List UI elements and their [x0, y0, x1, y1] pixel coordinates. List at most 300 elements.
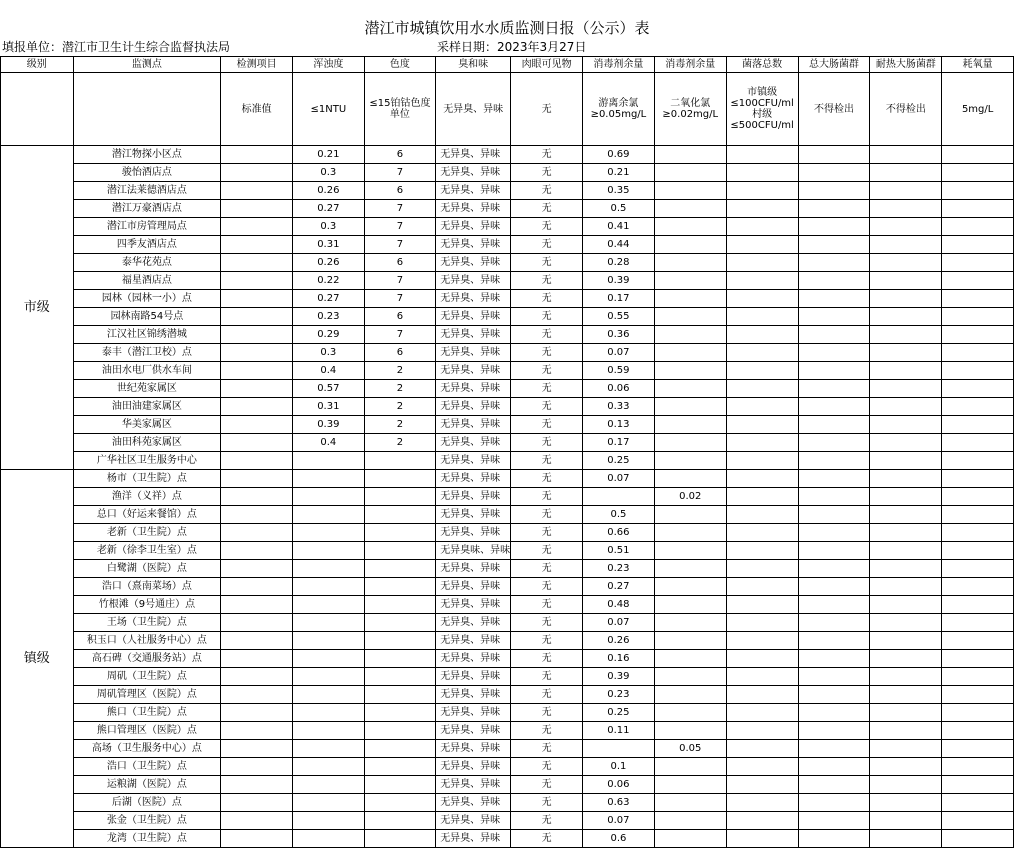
odor-cell: 无异臭、异味	[436, 830, 511, 848]
color-cell	[364, 560, 436, 578]
column-header: 消毒剂余量	[654, 57, 726, 73]
site-cell: 浩口（卫生院）点	[73, 758, 221, 776]
color-cell	[364, 758, 436, 776]
test-item-cell	[221, 380, 293, 398]
empty-cell	[798, 722, 870, 740]
test-item-cell	[221, 758, 293, 776]
table-row	[1, 758, 1014, 776]
free-chlorine-cell: 0.51	[582, 542, 654, 560]
free-chlorine-cell: 0.41	[582, 218, 654, 236]
turbidity-cell: 0.22	[293, 272, 365, 290]
empty-cell	[942, 542, 1014, 560]
visible-matter-cell: 无	[511, 470, 583, 488]
turbidity-cell: 0.21	[293, 146, 365, 164]
empty-cell	[942, 776, 1014, 794]
empty-cell	[798, 776, 870, 794]
empty-cell	[942, 596, 1014, 614]
turbidity-cell: 0.3	[293, 344, 365, 362]
report-title: 潜江市城镇饮用水水质监测日报（公示）表	[364, 19, 650, 37]
empty-cell	[942, 794, 1014, 812]
table-row	[1, 740, 1014, 758]
turbidity-cell: 0.26	[293, 182, 365, 200]
test-item-cell	[221, 740, 293, 758]
empty-cell	[870, 614, 942, 632]
site-cell: 老新（徐李卫生室）点	[73, 542, 221, 560]
site-cell: 周矶（卫生院）点	[73, 668, 221, 686]
chlorine-dioxide-cell	[654, 380, 726, 398]
turbidity-cell	[293, 488, 365, 506]
test-item-cell	[221, 524, 293, 542]
level-cell: 市级	[1, 146, 74, 470]
free-chlorine-cell: 0.06	[582, 380, 654, 398]
odor-cell: 无异臭、异味	[436, 308, 511, 326]
site-cell: 油田油建家属区	[73, 398, 221, 416]
free-chlorine-cell: 0.39	[582, 272, 654, 290]
column-header: 肉眼可见物	[511, 57, 583, 73]
table-row	[1, 506, 1014, 524]
chlorine-dioxide-cell	[654, 272, 726, 290]
empty-cell	[870, 776, 942, 794]
empty-cell	[870, 290, 942, 308]
empty-cell	[870, 722, 942, 740]
chlorine-dioxide-cell	[654, 416, 726, 434]
table-row	[1, 272, 1014, 290]
site-cell: 园林（园林一小）点	[73, 290, 221, 308]
test-item-cell	[221, 272, 293, 290]
visible-matter-cell: 无	[511, 686, 583, 704]
empty-cell	[798, 506, 870, 524]
test-item-cell	[221, 704, 293, 722]
column-header: 菌落总数	[726, 57, 798, 73]
column-header: 色度	[364, 57, 436, 73]
empty-cell	[942, 434, 1014, 452]
column-header: 消毒剂余量	[582, 57, 654, 73]
turbidity-cell	[293, 686, 365, 704]
empty-cell	[798, 578, 870, 596]
table-row	[1, 686, 1014, 704]
empty-cell	[726, 146, 798, 164]
turbidity-cell: 0.27	[293, 290, 365, 308]
empty-cell	[942, 326, 1014, 344]
visible-matter-cell: 无	[511, 542, 583, 560]
empty-cell	[870, 200, 942, 218]
turbidity-cell	[293, 776, 365, 794]
test-item-cell	[221, 362, 293, 380]
color-cell: 2	[364, 416, 436, 434]
column-header: 总大肠菌群	[798, 57, 870, 73]
standard-value: 不得检出	[798, 73, 870, 146]
test-item-cell	[221, 146, 293, 164]
turbidity-cell: 0.4	[293, 434, 365, 452]
empty-cell	[942, 362, 1014, 380]
empty-cell	[726, 650, 798, 668]
empty-cell	[798, 488, 870, 506]
color-cell: 2	[364, 362, 436, 380]
empty-cell	[798, 794, 870, 812]
turbidity-cell: 0.31	[293, 236, 365, 254]
empty-cell	[798, 614, 870, 632]
empty-cell	[798, 830, 870, 848]
color-cell	[364, 578, 436, 596]
visible-matter-cell: 无	[511, 380, 583, 398]
visible-matter-cell: 无	[511, 524, 583, 542]
empty-cell	[870, 704, 942, 722]
free-chlorine-cell: 0.28	[582, 254, 654, 272]
chlorine-dioxide-cell	[654, 578, 726, 596]
color-cell	[364, 596, 436, 614]
empty-cell	[942, 308, 1014, 326]
empty-cell	[942, 380, 1014, 398]
chlorine-dioxide-cell	[654, 668, 726, 686]
empty-cell	[870, 398, 942, 416]
table-row	[1, 254, 1014, 272]
turbidity-cell	[293, 596, 365, 614]
odor-cell: 无异臭、异味	[436, 758, 511, 776]
chlorine-dioxide-cell	[654, 506, 726, 524]
empty-cell	[798, 668, 870, 686]
odor-cell: 无异臭、异味	[436, 650, 511, 668]
visible-matter-cell: 无	[511, 596, 583, 614]
visible-matter-cell: 无	[511, 218, 583, 236]
column-header: 检测项目	[221, 57, 293, 73]
empty-cell	[726, 164, 798, 182]
empty-cell	[798, 236, 870, 254]
odor-cell: 无异臭、异味	[436, 254, 511, 272]
table-row	[1, 200, 1014, 218]
site-cell: 高石碑（交通服务站）点	[73, 650, 221, 668]
site-cell: 潜江法莱德酒店点	[73, 182, 221, 200]
site-cell: 老新（卫生院）点	[73, 524, 221, 542]
column-header: 耗氧量	[942, 57, 1014, 73]
site-cell: 油田科苑家属区	[73, 434, 221, 452]
odor-cell: 无异臭、异味	[436, 326, 511, 344]
visible-matter-cell: 无	[511, 452, 583, 470]
color-cell	[364, 668, 436, 686]
empty-cell	[870, 452, 942, 470]
free-chlorine-cell: 0.36	[582, 326, 654, 344]
test-item-cell	[221, 578, 293, 596]
empty-cell	[798, 254, 870, 272]
empty-cell	[726, 236, 798, 254]
site-cell: 潜江物探小区点	[73, 146, 221, 164]
chlorine-dioxide-cell	[654, 452, 726, 470]
empty-cell	[798, 182, 870, 200]
visible-matter-cell: 无	[511, 434, 583, 452]
color-cell	[364, 722, 436, 740]
free-chlorine-cell: 0.48	[582, 596, 654, 614]
color-cell: 7	[364, 326, 436, 344]
empty-cell	[870, 182, 942, 200]
standard-value: 无	[511, 73, 583, 146]
empty-cell	[870, 686, 942, 704]
site-cell: 王场（卫生院）点	[73, 614, 221, 632]
table-row	[1, 362, 1014, 380]
odor-cell: 无异臭、异味	[436, 776, 511, 794]
empty-cell	[798, 218, 870, 236]
turbidity-cell	[293, 722, 365, 740]
empty-cell	[726, 398, 798, 416]
empty-cell	[942, 236, 1014, 254]
test-item-cell	[221, 326, 293, 344]
chlorine-dioxide-cell	[654, 182, 726, 200]
test-item-cell	[221, 830, 293, 848]
turbidity-cell	[293, 542, 365, 560]
turbidity-cell	[293, 506, 365, 524]
table-row	[1, 416, 1014, 434]
empty-cell	[870, 344, 942, 362]
empty-cell	[870, 164, 942, 182]
odor-cell: 无异臭、异味	[436, 596, 511, 614]
chlorine-dioxide-cell	[654, 200, 726, 218]
free-chlorine-cell: 0.17	[582, 434, 654, 452]
test-item-cell	[221, 434, 293, 452]
visible-matter-cell: 无	[511, 398, 583, 416]
chlorine-dioxide-cell	[654, 146, 726, 164]
site-cell: 熊口管理区（医院）点	[73, 722, 221, 740]
free-chlorine-cell: 0.35	[582, 182, 654, 200]
color-cell	[364, 812, 436, 830]
chlorine-dioxide-cell	[654, 812, 726, 830]
empty-cell	[726, 254, 798, 272]
empty-cell	[798, 200, 870, 218]
site-cell: 张金（卫生院）点	[73, 812, 221, 830]
turbidity-cell	[293, 578, 365, 596]
turbidity-cell	[293, 632, 365, 650]
free-chlorine-cell: 0.13	[582, 416, 654, 434]
free-chlorine-cell: 0.07	[582, 812, 654, 830]
test-item-cell	[221, 164, 293, 182]
turbidity-cell	[293, 668, 365, 686]
turbidity-cell	[293, 812, 365, 830]
empty-cell	[798, 560, 870, 578]
empty-cell	[870, 470, 942, 488]
empty-cell	[1, 73, 74, 146]
empty-cell	[942, 578, 1014, 596]
empty-cell	[870, 812, 942, 830]
empty-cell	[726, 722, 798, 740]
table-row	[1, 650, 1014, 668]
empty-cell	[798, 704, 870, 722]
empty-cell	[942, 398, 1014, 416]
visible-matter-cell: 无	[511, 632, 583, 650]
empty-cell	[798, 686, 870, 704]
color-cell	[364, 632, 436, 650]
empty-cell	[726, 290, 798, 308]
empty-cell	[942, 632, 1014, 650]
chlorine-dioxide-cell	[654, 254, 726, 272]
empty-cell	[942, 146, 1014, 164]
empty-cell	[798, 650, 870, 668]
test-item-cell	[221, 488, 293, 506]
site-cell: 泰丰（潜江卫校）点	[73, 344, 221, 362]
color-cell	[364, 614, 436, 632]
empty-cell	[726, 812, 798, 830]
empty-cell	[726, 632, 798, 650]
test-item-cell	[221, 344, 293, 362]
standard-value: 不得检出	[870, 73, 942, 146]
free-chlorine-cell: 0.26	[582, 632, 654, 650]
test-item-cell	[221, 182, 293, 200]
table-row	[1, 596, 1014, 614]
empty-cell	[870, 380, 942, 398]
site-cell: 杨市（卫生院）点	[73, 470, 221, 488]
empty-cell	[942, 272, 1014, 290]
color-cell: 7	[364, 290, 436, 308]
chlorine-dioxide-cell	[654, 218, 726, 236]
visible-matter-cell: 无	[511, 344, 583, 362]
empty-cell	[870, 542, 942, 560]
water-quality-table	[0, 56, 1014, 848]
empty-cell	[870, 740, 942, 758]
test-item-cell	[221, 308, 293, 326]
standard-value: 标准值	[221, 73, 293, 146]
table-row	[1, 434, 1014, 452]
empty-cell	[870, 758, 942, 776]
chlorine-dioxide-cell	[654, 308, 726, 326]
free-chlorine-cell: 0.23	[582, 686, 654, 704]
chlorine-dioxide-cell	[654, 704, 726, 722]
table-row	[1, 344, 1014, 362]
site-cell: 油田水电厂供水车间	[73, 362, 221, 380]
standard-value: 市镇级≤100CFU/ml 村级≤500CFU/ml	[726, 73, 798, 146]
empty-cell	[798, 362, 870, 380]
table-row	[1, 182, 1014, 200]
turbidity-cell: 0.4	[293, 362, 365, 380]
test-item-cell	[221, 452, 293, 470]
turbidity-cell	[293, 524, 365, 542]
empty-cell	[798, 290, 870, 308]
table-row	[1, 380, 1014, 398]
odor-cell: 无异臭、异味	[436, 272, 511, 290]
empty-cell	[942, 704, 1014, 722]
empty-cell	[942, 614, 1014, 632]
empty-cell	[942, 560, 1014, 578]
odor-cell: 无异臭、异味	[436, 398, 511, 416]
color-cell	[364, 542, 436, 560]
visible-matter-cell: 无	[511, 650, 583, 668]
free-chlorine-cell: 0.07	[582, 614, 654, 632]
visible-matter-cell: 无	[511, 506, 583, 524]
visible-matter-cell: 无	[511, 722, 583, 740]
empty-cell	[798, 326, 870, 344]
turbidity-cell	[293, 830, 365, 848]
odor-cell: 无异臭、异味	[436, 632, 511, 650]
chlorine-dioxide-cell	[654, 236, 726, 254]
empty-cell	[798, 542, 870, 560]
test-item-cell	[221, 398, 293, 416]
free-chlorine-cell: 0.44	[582, 236, 654, 254]
free-chlorine-cell: 0.21	[582, 164, 654, 182]
empty-cell	[726, 380, 798, 398]
turbidity-cell: 0.39	[293, 416, 365, 434]
empty-cell	[870, 326, 942, 344]
test-item-cell	[221, 812, 293, 830]
empty-cell	[942, 290, 1014, 308]
odor-cell: 无异臭、异味	[436, 452, 511, 470]
empty-cell	[726, 272, 798, 290]
chlorine-dioxide-cell	[654, 524, 726, 542]
column-header: 浑浊度	[293, 57, 365, 73]
test-item-cell	[221, 668, 293, 686]
empty-cell	[726, 740, 798, 758]
free-chlorine-cell: 0.5	[582, 506, 654, 524]
site-cell: 渔洋（义祥）点	[73, 488, 221, 506]
table-row	[1, 398, 1014, 416]
test-item-cell	[221, 650, 293, 668]
chlorine-dioxide-cell	[654, 326, 726, 344]
chlorine-dioxide-cell	[654, 470, 726, 488]
empty-cell	[870, 146, 942, 164]
color-cell: 7	[364, 164, 436, 182]
table-row	[1, 488, 1014, 506]
visible-matter-cell: 无	[511, 668, 583, 686]
odor-cell: 无异臭、异味	[436, 218, 511, 236]
site-cell: 华美家属区	[73, 416, 221, 434]
color-cell	[364, 470, 436, 488]
table-row	[1, 470, 1014, 488]
turbidity-cell: 0.29	[293, 326, 365, 344]
empty-cell	[942, 218, 1014, 236]
empty-cell	[726, 434, 798, 452]
standard-value: 无异臭、异味	[436, 73, 511, 146]
color-cell	[364, 452, 436, 470]
test-item-cell	[221, 218, 293, 236]
turbidity-cell: 0.26	[293, 254, 365, 272]
standard-value: ≤15铂钴色度单位	[364, 73, 436, 146]
empty-cell	[942, 722, 1014, 740]
visible-matter-cell: 无	[511, 812, 583, 830]
turbidity-cell	[293, 650, 365, 668]
color-cell	[364, 740, 436, 758]
empty-cell	[942, 488, 1014, 506]
reporting-unit: 填报单位：潜江市卫生计生综合监督执法局	[2, 40, 231, 54]
table-row	[1, 632, 1014, 650]
site-cell: 龙湾（卫生院）点	[73, 830, 221, 848]
site-cell: 周矶管理区（医院）点	[73, 686, 221, 704]
visible-matter-cell: 无	[511, 200, 583, 218]
empty-cell	[726, 452, 798, 470]
empty-cell	[942, 650, 1014, 668]
visible-matter-cell: 无	[511, 254, 583, 272]
empty-cell	[726, 668, 798, 686]
empty-cell	[942, 200, 1014, 218]
site-cell: 竹根滩（9号通庄）点	[73, 596, 221, 614]
empty-cell	[942, 740, 1014, 758]
test-item-cell	[221, 290, 293, 308]
site-cell: 后湖（医院）点	[73, 794, 221, 812]
visible-matter-cell: 无	[511, 830, 583, 848]
site-cell: 白鹭湖（医院）点	[73, 560, 221, 578]
turbidity-cell	[293, 470, 365, 488]
visible-matter-cell: 无	[511, 578, 583, 596]
empty-cell	[726, 182, 798, 200]
empty-cell	[726, 362, 798, 380]
turbidity-cell	[293, 794, 365, 812]
empty-cell	[870, 596, 942, 614]
table-row	[1, 704, 1014, 722]
free-chlorine-cell: 0.39	[582, 668, 654, 686]
chlorine-dioxide-cell	[654, 164, 726, 182]
site-cell: 总口（好运来餐馆）点	[73, 506, 221, 524]
site-cell: 四季友酒店点	[73, 236, 221, 254]
column-header: 监测点	[73, 57, 221, 73]
odor-cell: 无异臭、异味	[436, 344, 511, 362]
visible-matter-cell: 无	[511, 290, 583, 308]
odor-cell: 无异臭、异味	[436, 704, 511, 722]
free-chlorine-cell: 0.33	[582, 398, 654, 416]
turbidity-cell	[293, 560, 365, 578]
free-chlorine-cell: 0.16	[582, 650, 654, 668]
